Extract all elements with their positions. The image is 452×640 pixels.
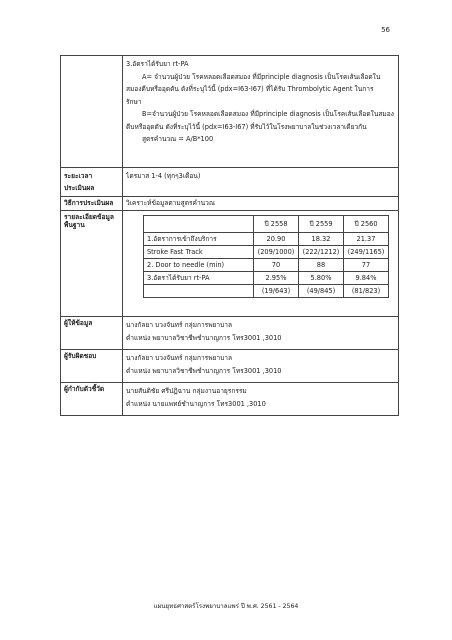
responsible-row [61,350,399,383]
row-label: 2. Door to needle (min) [144,259,254,272]
page-number: 56 [381,26,390,34]
cell-value: (249/1165) [344,246,389,259]
responsible-name: นางกัลยา บวงจันทร์ กลุ่มการพยาบาล [126,354,233,362]
supervisor-position: ตำแหน่ง นายแพทย์ชำนาญการ โทร3001 ,3010 [126,400,266,408]
indicator-table [60,55,399,416]
cell-value: 20.90 [254,233,299,246]
cell-value: (222/1212) [299,246,344,259]
cell-value: 18.32 [299,233,344,246]
table-row [144,272,389,285]
baseline-label-line: พื้นฐาน [64,221,85,230]
period-value-text: ไตรมาส 1-4 (ทุกๆ3เดือน) [126,172,201,180]
cell-value: (19/643) [254,285,299,298]
responsible-label: ผู้รับผิดชอบ [61,350,123,383]
year-header: ปี 2559 [299,216,344,233]
row-label: Stroke Fast Track [144,246,254,259]
table-row [144,285,389,298]
supervisor-name: นายสันติชัย ศรีปฏิฉาน กลุ่มงานอายุรกรรม [126,387,247,395]
baseline-header-row [144,216,389,233]
provider-row [61,317,399,350]
table-row [144,233,389,246]
supervisor-label: ผู้กำกับตัวชี้วัด [61,383,123,416]
provider-position: ตำแหน่ง พยาบาลวิชาชีพชำนาญการ โทร3001 ,3010 [126,334,282,342]
method-row [61,197,399,211]
baseline-content [123,211,399,317]
cell-value: 21.37 [344,233,389,246]
period-label-line: ระยะเวลา [64,172,93,180]
responsible-position: ตำแหน่ง พยาบาลวิชาชีพชำนาญการ โทร3001 ,3010 [126,367,282,375]
supervisor-row [61,383,399,416]
table-row [144,246,389,259]
definition-line: 3.อัตราได้รับยา rt-PA [126,60,189,68]
cell-value: 5.80% [299,272,344,285]
definition-line: ตีบหรืออุดตัน ดังที่ระบุไว้นี้ (pdx=I63-I67) ที่รับไว้ในโรงพยาบาลในช่วงเวลาเดียวกัน [126,122,367,131]
definition-label-cell [61,56,123,168]
provider-label: ผู้ให้ข้อมูล [61,317,123,350]
provider-name: นางกัลยา บวงจันทร์ กลุ่มการพยาบาล [126,321,233,329]
baseline-table [143,215,389,298]
definition-line: B=จำนวนผู้ป่วย โรคหลอดเลือดสมอง ที่มีprinciple diagnosis เป็นโรคเส้นเลือดในสมอง [142,110,394,118]
definition-line: สูตรคำนวณ = A/B*100 [142,135,214,143]
period-label [61,168,123,197]
provider-content [123,317,399,350]
method-label: วิธีการประเมินผล [61,197,123,211]
cell-value: (49/845) [299,285,344,298]
cell-value: 88 [299,259,344,272]
period-row [61,168,399,197]
definition-line: สมองตีบหรืออุดตัน ดังที่ระบุไว้นี้ (pdx=I63-I67) ที่ได้รับ Thrombolytic Agent ในการ [126,85,374,93]
definition-row [61,56,399,168]
responsible-content [123,350,399,383]
cell-value: 2.95% [254,272,299,285]
definition-line: รักษา [126,97,142,106]
cell-value: 70 [254,259,299,272]
baseline-row [61,211,399,317]
period-value [123,168,399,197]
cell-value: (209/1000) [254,246,299,259]
page-footer: แผนยุทธศาสตร์โรงพยาบาลแพร่ ปี พ.ศ. 2561 - 2564 [153,603,299,610]
definition-content [123,56,399,168]
cell-value: (81/823) [344,285,389,298]
baseline-label [61,211,123,317]
cell-value: 9.84% [344,272,389,285]
row-label: 1.อัตราการเข้าถึงบริการ [144,233,254,246]
year-header: ปี 2560 [344,216,389,233]
definition-line: A= จำนวนผู้ป่วย โรคหลอดเลือดสมอง ที่มีprinciple diagnosis เป็นโรคเส้นเลือดใน [142,72,381,81]
row-label [144,285,254,298]
supervisor-content [123,383,399,416]
method-value: วิเคราะห์ข้อมูลตามสูตรคำนวณ [123,197,399,211]
baseline-header-empty [144,216,254,233]
period-label-line: ประเมินผล [64,184,95,192]
year-header: ปี 2558 [254,216,299,233]
table-row [144,259,389,272]
baseline-label-line: รายละเอียดข้อมูล [64,213,114,221]
row-label: 3.อัตราได้รับยา rt-PA [144,272,254,285]
cell-value: 77 [344,259,389,272]
